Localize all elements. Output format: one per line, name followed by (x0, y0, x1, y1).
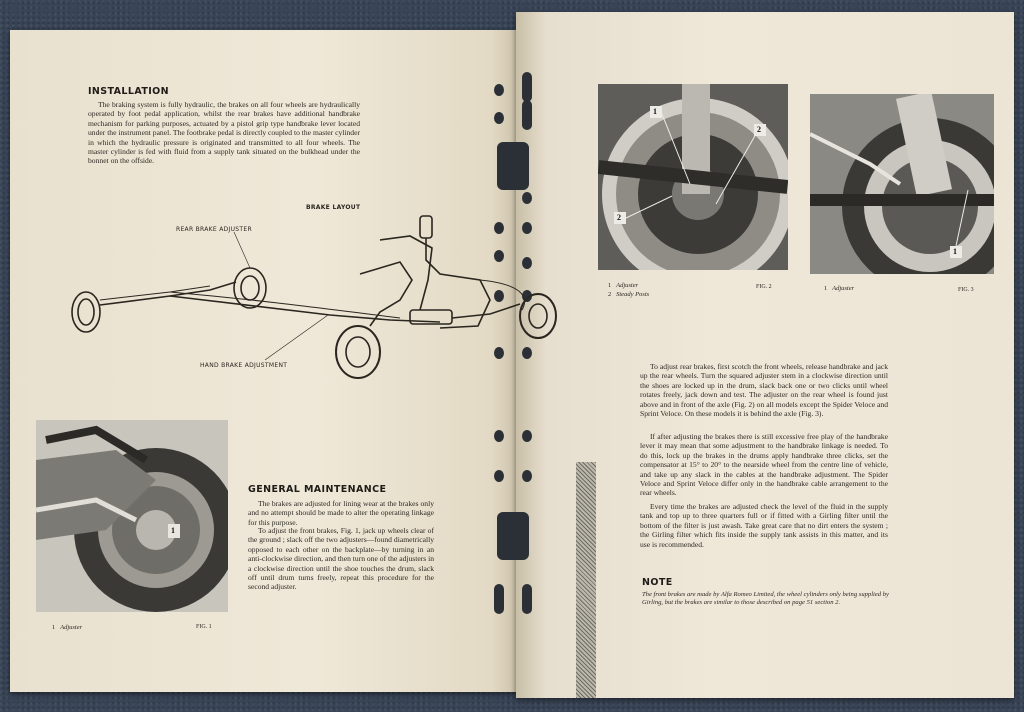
fig2-caption-1-num: 1 (608, 282, 612, 289)
fig3-photo (810, 94, 994, 274)
binder-hole (522, 584, 532, 614)
binder-hole (522, 470, 532, 482)
fig1-caption (52, 624, 82, 631)
fig2-caption-2-num: 2 (608, 291, 612, 298)
fig2-caption-1-text: Adjuster (616, 282, 639, 289)
fig1-caption-num: 1 (52, 624, 56, 631)
note-text: The front brakes are made by Alfa Romeo Limited, the wheel cylinders only being supplied by Girling, but the brakes are similar to those described on page 51 section 2. (642, 591, 889, 607)
halftone-bar (576, 462, 596, 698)
rear-left-brake-shoe (78, 299, 94, 325)
fig2-callout-3: 2 (617, 213, 621, 222)
binder-hole (522, 430, 532, 442)
binder-hole (522, 100, 532, 130)
fig2-caption-2-text: Steady Posts (616, 291, 650, 298)
fig3-caption-text: Adjuster (832, 285, 855, 292)
rear-left-brake-drum (72, 292, 100, 332)
fig2-callout-1: 1 (653, 107, 657, 116)
fig2-callout-2: 2 (757, 125, 761, 134)
binder-hole (494, 430, 504, 442)
supply-tank (420, 216, 432, 238)
fig3-callout: 1 (953, 247, 957, 256)
rear-brake-para-3: Every time the brakes are adjusted check the level of the fluid in the supply tank and top up to three quarters full or if fitted with a Girling filter until the bottom of the filter is just awash. Take great care that no dirt enters the system ; the Girling filter which fits inside the supply tank assists in this matter, and its use is recommended. (640, 502, 888, 549)
fig2-wheel-illustration (598, 84, 788, 270)
fig2-caption (608, 281, 649, 299)
leader-line (234, 232, 250, 268)
general-maintenance-heading: GENERAL MAINTENANCE (248, 484, 387, 495)
brake-pedal-linkage (380, 236, 432, 310)
general-para-1: The brakes are adjusted for lining wear at the brakes only and no attempt should be made to alter the operating linkage for this purpose. (248, 499, 434, 527)
fig3-caption (824, 285, 854, 292)
front-right-brake-shoe (529, 304, 547, 328)
leader-line (265, 315, 328, 360)
fig1-label: FIG. 1 (196, 624, 212, 630)
hand-brake-adjustment-label: HAND BRAKE ADJUSTMENT (200, 362, 288, 369)
fig2-photo (598, 84, 788, 270)
fig2-label: FIG. 2 (756, 284, 772, 290)
binder-hole (497, 512, 529, 560)
fig1-callout: 1 (171, 526, 175, 535)
binder-hole (494, 470, 504, 482)
rear-right-brake-drum (234, 268, 266, 308)
note-heading: NOTE (642, 577, 673, 588)
fig1-wheel-illustration (36, 420, 228, 612)
brake-layout-diagram (60, 200, 580, 400)
installation-text: The braking system is fully hydraulic, the brakes on all four wheels are hydraulically operated by foot pedal application, whilst the rear brakes have additional handbrake mechanism for parking purposes, actuated by a pistol grip type handbrake lever located under the instrument panel. The footbrake pedal is directly coupled to the master cylinder in which the hydraulic pressure is originated and transmitted to all four wheels. The master cylinder is fed with fluid from a supply tank situated on the bulkhead under the bonnet on the offside. (88, 100, 360, 166)
rear-brake-para-2: If after adjusting the brakes there is still excessive free play of the handbrake lever it may mean that some adjustment to the handbrake linkage is needed. To do this, lock up the brakes in the drums apply handbrake three clicks, set the compensator at 15° to 20° to the nearside wheel from the centre line of vehicle, and take up any slack in the cables at the handbrake adjustment. The Spider Veloce and Sprint Veloce differ only in the handbrake cable arrangement to the rear wheels. (640, 432, 888, 498)
rear-right-brake-shoe (241, 276, 259, 300)
brake-layout-label: BRAKE LAYOUT (306, 204, 361, 211)
installation-heading: INSTALLATION (88, 86, 169, 97)
handbrake-cable (170, 292, 400, 318)
front-right-brake-drum (520, 294, 556, 338)
binder-hole (494, 112, 504, 124)
binder-hole (494, 84, 504, 96)
front-brake-pipe (452, 304, 520, 318)
general-para-2: To adjust the front brakes, Fig. 1, jack up wheels clear of the ground ; slack off the two adjusters—found diametrically opposed to each other on the backplate—by turning in an anti-clockwise direction, and then turn one of the adjusters in a clockwise direction until the shoe touches the drum, slack off until drum turns freely, repeat this procedure for the second adjuster. (248, 526, 434, 592)
front-left-brake-drum (336, 326, 380, 378)
front-left-brake-shoe (346, 337, 370, 367)
fig1-caption-text: Adjuster (60, 624, 83, 631)
fig3-wheel-illustration (810, 94, 994, 274)
binder-hole (497, 142, 529, 190)
fig1-photo (36, 420, 228, 612)
rear-brake-para-1: To adjust rear brakes, first scotch the front wheels, release handbrake and jack up the rear wheels. Turn the squared adjuster stem in a clockwise direction until the shoes are locked up in the drum, slack back one or two clicks until wheel rotates freely, jack down and test. The adjuster on the rear wheel is found just above and in front of the axle (Fig. 2) on all models except the Spider Veloce and Sprint Veloce. On these models it is behind the axle (Fig. 3). (640, 362, 888, 419)
fig3-caption-num: 1 (824, 285, 828, 292)
fig3-label: FIG. 3 (958, 287, 974, 293)
binder-hole (494, 584, 504, 614)
binder-hole (522, 72, 532, 102)
rear-brake-adjuster-label: REAR BRAKE ADJUSTER (176, 226, 252, 233)
